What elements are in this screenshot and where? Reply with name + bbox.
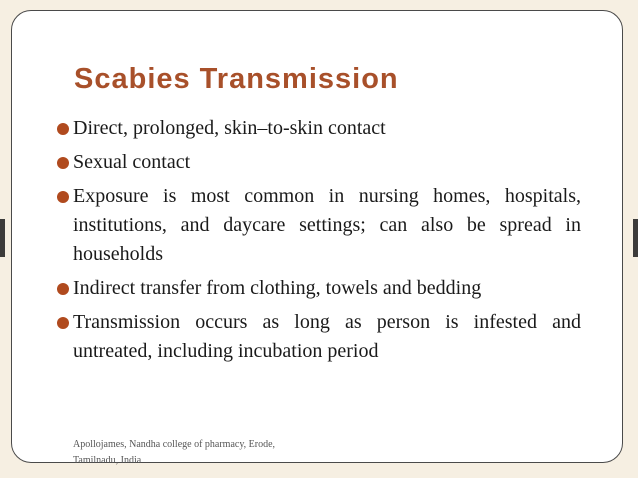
- bullet-item: [61, 148, 581, 177]
- slide-card: [11, 10, 623, 466]
- bullet-dot-icon: [57, 157, 69, 169]
- bullet-dot-icon: [57, 123, 69, 135]
- bullet-text: Transmission occurs as long as person is infested and untreated, including incubation period: [73, 311, 581, 362]
- bullet-text: Indirect transfer from clothing, towels and bedding: [73, 277, 482, 299]
- bullet-item: [61, 182, 581, 269]
- bullet-list: [61, 114, 581, 371]
- bullet-dot-icon: [57, 317, 69, 329]
- footer-line-1: Apollojames, Nandha college of pharmacy, Erode,: [73, 439, 276, 450]
- bullet-text: Direct, prolonged, skin–to-skin contact: [73, 117, 386, 139]
- footer-line-2: Tamilnadu, India: [73, 455, 142, 466]
- footer-credit: [73, 437, 333, 469]
- bullet-item: [61, 274, 581, 303]
- right-edge-tab: [633, 219, 638, 257]
- left-edge-tab: [0, 219, 5, 257]
- bullet-text: Sexual contact: [73, 151, 191, 173]
- bullet-dot-icon: [57, 191, 69, 203]
- bullet-dot-icon: [57, 283, 69, 295]
- bullet-item: [61, 308, 581, 366]
- slide-title: Scabies Transmission: [74, 63, 399, 95]
- bullet-text: Exposure is most common in nursing homes, hospitals, institutions, and daycare settings; can also be spread in households: [73, 185, 581, 265]
- bullet-item: [61, 114, 581, 143]
